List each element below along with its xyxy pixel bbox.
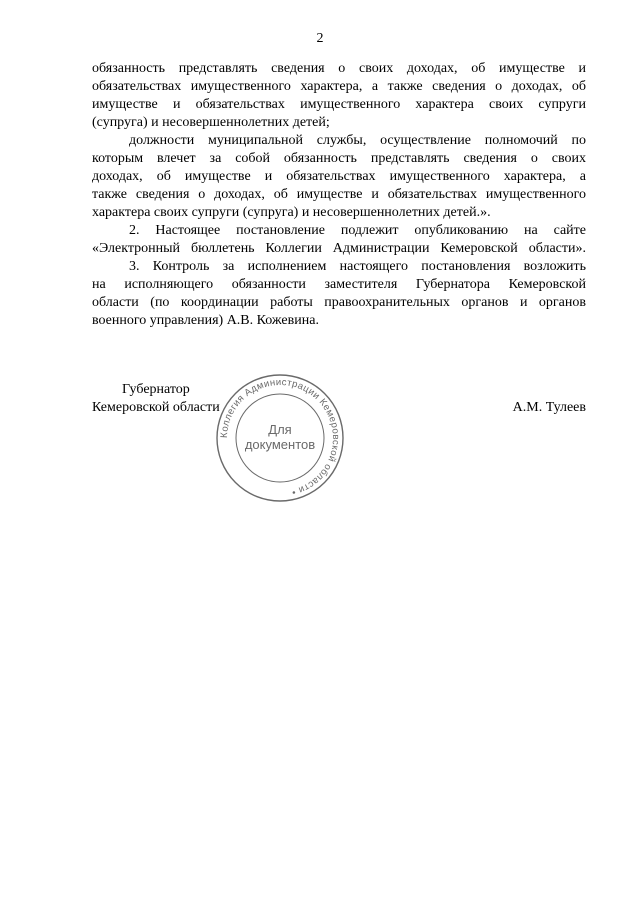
body-line: обязательствах имущественного характера, а также сведения о доходах, об — [92, 79, 586, 94]
signature-title-line1: Губернатор — [122, 382, 190, 397]
body-line: должности муниципальной службы, осуществление полномочий по — [129, 133, 586, 148]
body-line: военного управления) А.В. Кожевина. — [92, 313, 319, 328]
body-line: 2. Настоящее постановление подлежит опубликованию на сайте — [129, 223, 586, 238]
seal-center-line1: Для — [268, 422, 292, 437]
seal-ring-text: Коллегия Администрации Кемеровской области • — [218, 376, 342, 498]
body-line: 3. Контроль за исполнением настоящего постановления возложить — [129, 259, 586, 274]
body-line: также сведения о доходах, об имуществе и обязательствах имущественного — [92, 187, 586, 202]
official-seal — [214, 372, 346, 504]
body-line: (супруга) и несовершеннолетних детей; — [92, 115, 330, 130]
body-line: доходах, об имуществе и обязательствах имущественного характера, а — [92, 169, 586, 184]
body-line: имуществе и обязательствах имущественного характера своих супруги — [92, 97, 586, 112]
body-line: области (по координации работы правоохранительных органов и органов — [92, 295, 586, 310]
seal-center-line2: документов — [244, 437, 316, 452]
body-line: обязанность представлять сведения о своих доходах, об имуществе и — [92, 61, 586, 76]
page-number: 2 — [316, 31, 324, 46]
body-line: которым влечет за собой обязанность представлять сведения о своих — [92, 151, 586, 166]
body-line: на исполняющего обязанности заместителя Губернатора Кемеровской — [92, 277, 586, 292]
signature-title-line2: Кемеровской области — [92, 400, 220, 415]
body-line: «Электронный бюллетень Коллегии Администрации Кемеровской области». — [92, 241, 586, 256]
body-line: характера своих супруги (супруга) и несовершеннолетних детей.». — [92, 205, 491, 220]
signatory-name: А.М. Тулеев — [512, 400, 586, 415]
